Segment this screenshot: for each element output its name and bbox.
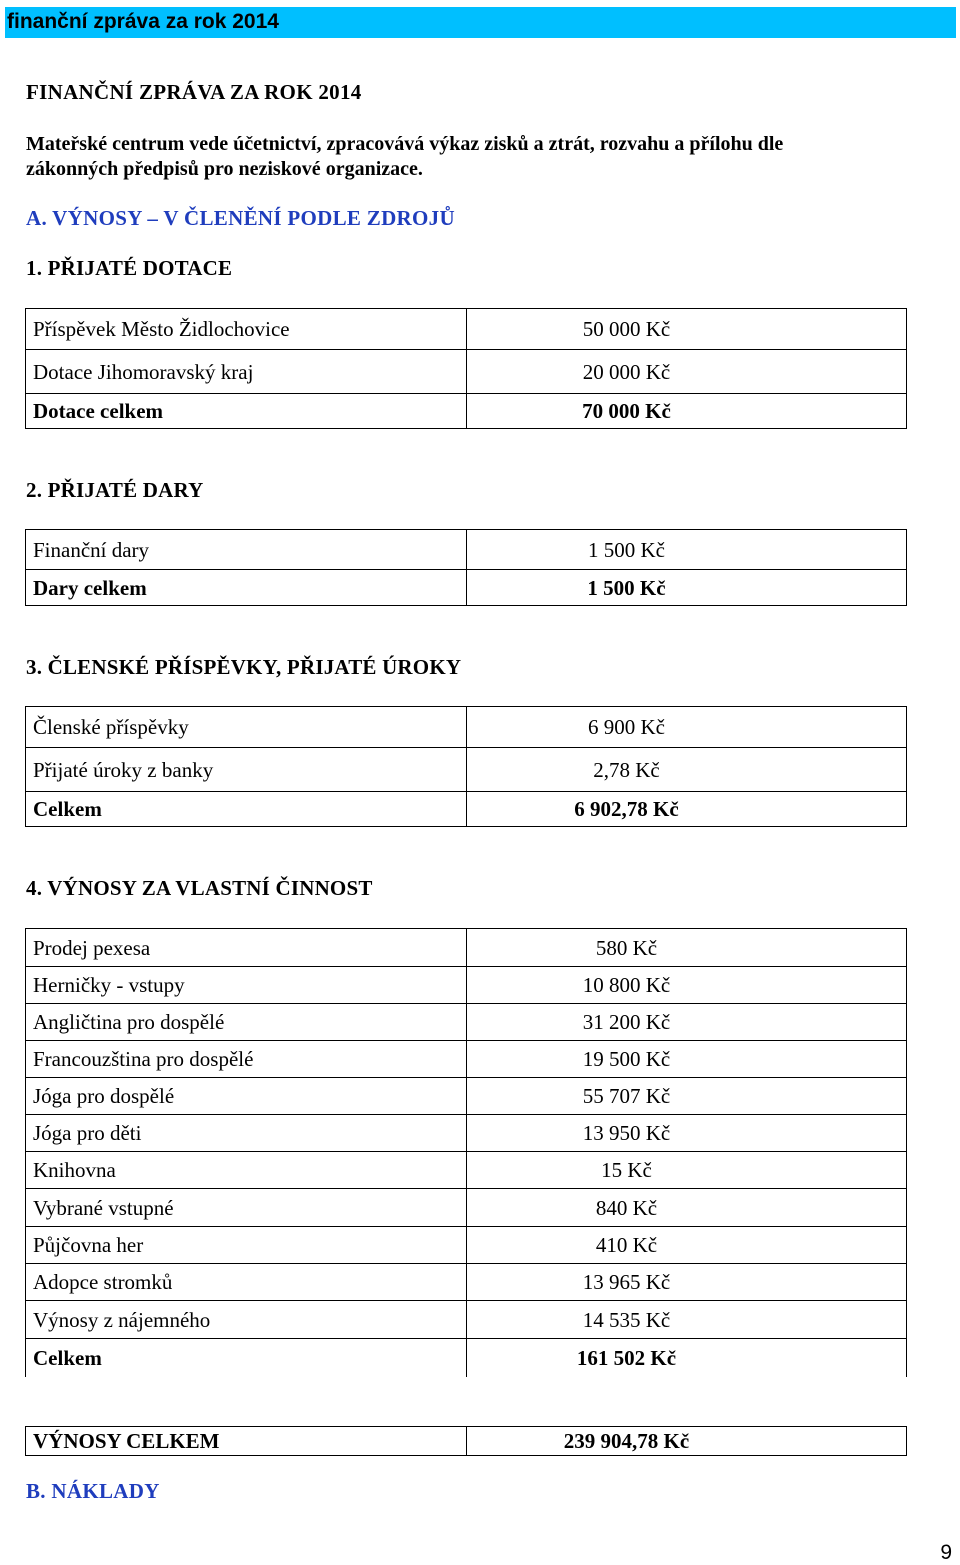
row-label: Celkem (26, 1339, 467, 1377)
vynosy-celkem-table (25, 1426, 907, 1456)
row-value: 6 902,78 Kč (467, 792, 907, 827)
table-row (26, 1115, 907, 1152)
table-row (26, 530, 907, 570)
row-label: Přijaté úroky z banky (26, 748, 467, 792)
page-title: FINANČNÍ ZPRÁVA ZA ROK 2014 (26, 80, 362, 104)
row-label: Adopce stromků (26, 1264, 467, 1301)
row-label: Příspěvek Město Židlochovice (26, 309, 467, 350)
document-header-bar (5, 7, 956, 38)
row-label: Vybrané vstupné (26, 1189, 467, 1227)
row-label: Jóga pro dospělé (26, 1078, 467, 1115)
row-label: Celkem (26, 792, 467, 827)
row-label: Prodej pexesa (26, 929, 467, 967)
dotace-heading: 1. PŘIJATÉ DOTACE (26, 256, 233, 280)
dary-table (25, 529, 907, 606)
row-label: Dotace Jihomoravský kraj (26, 350, 467, 394)
table-row (26, 967, 907, 1004)
row-label: Finanční dary (26, 530, 467, 570)
row-value: 239 904,78 Kč (467, 1427, 907, 1456)
table-row (26, 1152, 907, 1189)
row-value: 13 950 Kč (467, 1115, 907, 1152)
grand-total-row (26, 1427, 907, 1456)
row-value: 1 500 Kč (467, 570, 907, 606)
row-value: 13 965 Kč (467, 1264, 907, 1301)
row-value: 410 Kč (467, 1227, 907, 1264)
row-label: Knihovna (26, 1152, 467, 1189)
table-row (26, 309, 907, 350)
table-row (26, 1189, 907, 1227)
section-a-heading: A. VÝNOSY – V ČLENĚNÍ PODLE ZDROJŮ (26, 206, 455, 230)
row-label: Francouzština pro dospělé (26, 1041, 467, 1078)
dotace-table (25, 308, 907, 429)
dary-heading: 2. PŘIJATÉ DARY (26, 478, 204, 502)
row-label: Jóga pro děti (26, 1115, 467, 1152)
row-label: Dotace celkem (26, 394, 467, 429)
document-header-title: finanční zpráva za rok 2014 (7, 10, 279, 33)
table-row (26, 1301, 907, 1339)
row-value: 10 800 Kč (467, 967, 907, 1004)
table-row (26, 1041, 907, 1078)
table-row (26, 1227, 907, 1264)
table-total-row (26, 792, 907, 827)
table-row (26, 1004, 907, 1041)
table-row (26, 748, 907, 792)
row-value: 50 000 Kč (467, 309, 907, 350)
row-value: 20 000 Kč (467, 350, 907, 394)
row-value: 161 502 Kč (467, 1339, 907, 1377)
row-label: Půjčovna her (26, 1227, 467, 1264)
table-row (26, 929, 907, 967)
section-b-heading: B. NÁKLADY (26, 1479, 160, 1503)
table-total-row (26, 570, 907, 606)
row-value: 580 Kč (467, 929, 907, 967)
clenske-table (25, 706, 907, 827)
row-label: Herničky - vstupy (26, 967, 467, 1004)
cinnost-heading: 4. VÝNOSY ZA VLASTNÍ ČINNOST (26, 876, 373, 900)
page-number: 9 (940, 1541, 952, 1564)
row-value: 19 500 Kč (467, 1041, 907, 1078)
table-total-row (26, 1339, 907, 1377)
row-label: Členské příspěvky (26, 707, 467, 748)
row-value: 14 535 Kč (467, 1301, 907, 1339)
row-label: Výnosy z nájemného (26, 1301, 467, 1339)
row-value: 70 000 Kč (467, 394, 907, 429)
cinnost-table (25, 928, 907, 1377)
row-value: 2,78 Kč (467, 748, 907, 792)
clenske-heading: 3. ČLENSKÉ PŘÍSPĚVKY, PŘIJATÉ ÚROKY (26, 655, 462, 679)
row-value: 31 200 Kč (467, 1004, 907, 1041)
table-row (26, 707, 907, 748)
row-label: Angličtina pro dospělé (26, 1004, 467, 1041)
table-row (26, 1264, 907, 1301)
intro-paragraph: Mateřské centrum vede účetnictví, zpracovává výkaz zisků a ztrát, rozvahu a přílohu dle zákonných předpisů pro neziskové organizace. (26, 133, 784, 180)
row-label: Dary celkem (26, 570, 467, 606)
row-label: VÝNOSY CELKEM (26, 1427, 467, 1456)
table-row (26, 350, 907, 394)
table-total-row (26, 394, 907, 429)
row-value: 15 Kč (467, 1152, 907, 1189)
row-value: 1 500 Kč (467, 530, 907, 570)
row-value: 55 707 Kč (467, 1078, 907, 1115)
table-row (26, 1078, 907, 1115)
row-value: 6 900 Kč (467, 707, 907, 748)
row-value: 840 Kč (467, 1189, 907, 1227)
